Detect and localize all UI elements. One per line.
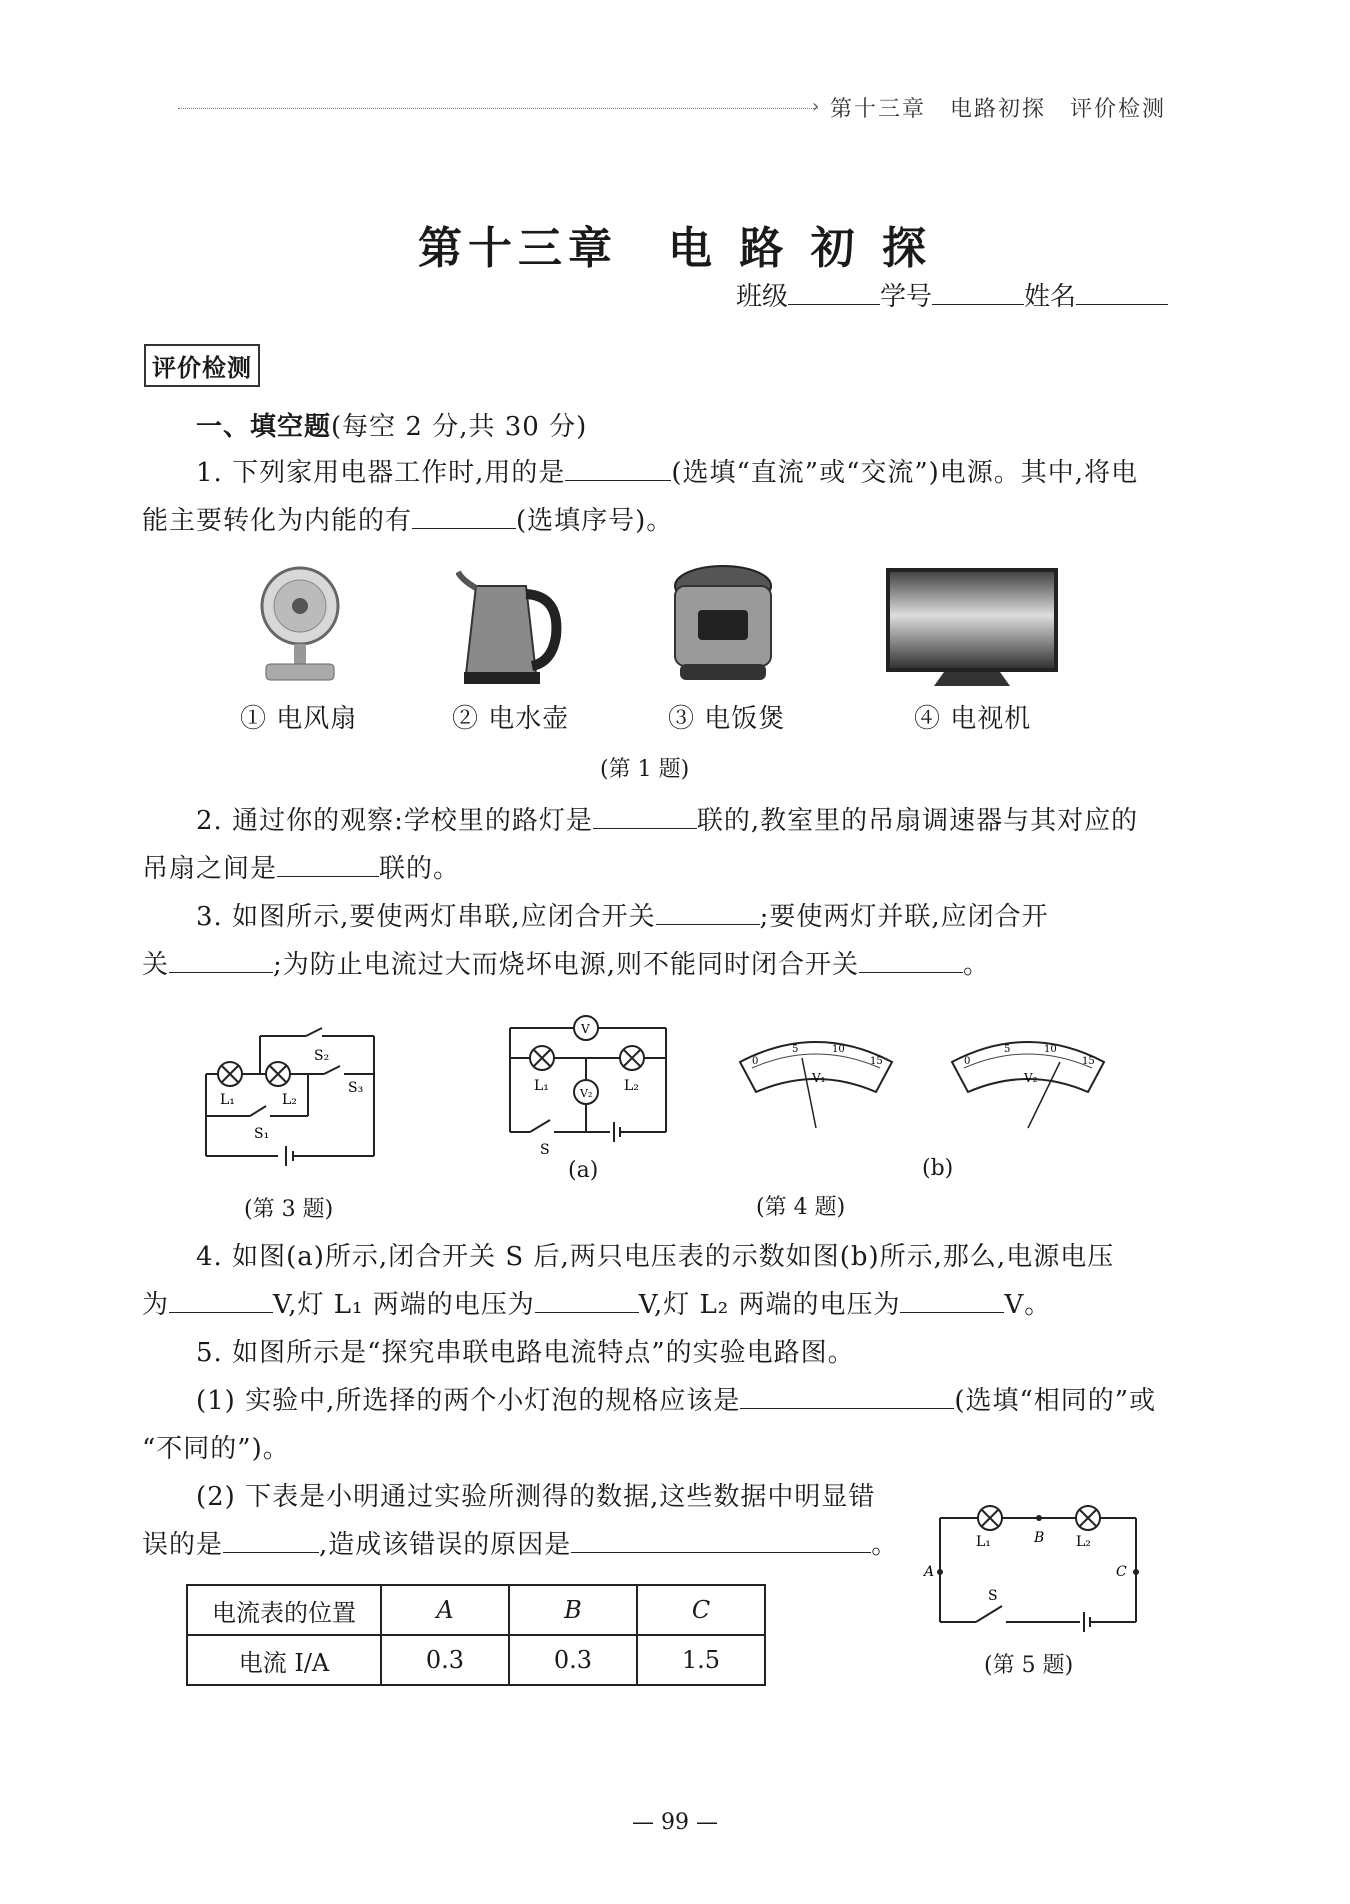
section-heading: [196, 410, 587, 444]
q3-text-e: 。: [963, 950, 991, 980]
fig3-label-l1: L₁: [220, 1092, 235, 1108]
q5-p2-text-c: ,造成该错误的原因是: [319, 1530, 572, 1560]
fig1-caption: (第 1 题): [600, 757, 690, 782]
q1-blank1: [565, 456, 671, 481]
fig5-label-s: S: [988, 1588, 998, 1604]
fig5-label-c: C: [1116, 1564, 1127, 1580]
q3-blank2: [169, 948, 273, 973]
fig3-caption: (第 3 题): [244, 1197, 334, 1222]
voltmeter-dial-1: [736, 1032, 896, 1132]
q5-blank2: [223, 1528, 319, 1553]
class-label: 班级: [736, 282, 789, 312]
fig5-label-l2: L₂: [1076, 1534, 1091, 1550]
fig4-caption: (第 4 题): [756, 1195, 846, 1220]
page-number: — 99 —: [632, 1810, 718, 1835]
meter2-tick-15: 15: [1082, 1056, 1095, 1067]
q1-text-b: (选填“直流”或“交流”)电源。其中,将电: [671, 458, 1139, 488]
q4-text-d: V,灯 L₂ 两端的电压为: [638, 1290, 901, 1320]
meter2-tick-0: 0: [964, 1056, 971, 1067]
q1-line2: [142, 504, 673, 538]
q2-blank1: [593, 804, 697, 829]
tv-icon: [884, 566, 1060, 690]
header-arrow-icon: ›: [812, 96, 820, 117]
fig3-circuit-diagram: [196, 1026, 392, 1176]
table-row: [187, 1635, 765, 1685]
fig3-label-s3: S₃: [348, 1080, 364, 1096]
kettle-icon: [456, 566, 566, 688]
section-badge: 评价检测: [144, 344, 260, 387]
current-data-table: [186, 1584, 766, 1686]
q3-line2: [142, 948, 990, 982]
q5-blank1: [740, 1384, 954, 1409]
table-header-cell: C: [637, 1585, 765, 1635]
name-blank: [1076, 280, 1168, 305]
fig5-caption: (第 5 题): [984, 1653, 1074, 1678]
fig4a-circuit-diagram: [500, 1008, 676, 1156]
fig4-label-v: V: [581, 1022, 590, 1036]
fig5-label-a: A: [924, 1564, 935, 1580]
name-label: 姓名: [1024, 282, 1077, 312]
q2-text-b: 联的,教室里的吊扇调速器与其对应的: [696, 806, 1139, 836]
table-header-row: [187, 1585, 765, 1635]
q5-p2-line1: (2) 下表是小明通过实验所测得的数据,这些数据中明显错: [196, 1482, 876, 1512]
section-points: (每空 2 分,共 30 分): [331, 412, 588, 442]
table-cell: 电流 I/A: [187, 1635, 381, 1685]
q1-text-c: 能主要转化为内能的有: [142, 506, 413, 536]
voltmeter-dial-2: [948, 1032, 1108, 1132]
q2-text-d: 联的。: [379, 854, 461, 884]
appliance-label-3: ③ 电饭煲: [668, 704, 786, 734]
q5-p2-text-d: 。: [871, 1530, 899, 1560]
meter1-label: V₁: [812, 1071, 826, 1085]
table-header-cell: 电流表的位置: [187, 1585, 381, 1635]
fig3-label-s2: S₂: [314, 1048, 330, 1064]
chapter-title: 第十三章 电 路 初 探: [418, 223, 932, 274]
fig4-label-s: S: [540, 1142, 550, 1156]
q5-intro: 5. 如图所示是“探究串联电路电流特点”的实验电路图。: [196, 1338, 855, 1368]
table-header-cell: A: [381, 1585, 509, 1635]
appliance-label-2: ② 电水壶: [452, 704, 570, 734]
fig5-circuit-diagram: [920, 1494, 1142, 1634]
appliance-label-1: ① 电风扇: [240, 704, 358, 734]
q4-text-a: 4. 如图(a)所示,闭合开关 S 后,两只电压表的示数如图(b)所示,那么,电源电压: [196, 1242, 1115, 1272]
q5-p2-line2: [142, 1528, 898, 1562]
q2-text-c: 吊扇之间是: [142, 854, 278, 884]
meter2-label: V₂: [1024, 1071, 1038, 1085]
q3-blank1: [656, 900, 760, 925]
table-header-cell: B: [509, 1585, 637, 1635]
running-header: 第十三章 电路初探 评价检测: [830, 97, 1167, 122]
q1-blank2: [412, 504, 516, 529]
q4-text-c: V,灯 L₁ 两端的电压为: [273, 1290, 535, 1320]
fig4-label-v2: V₂: [580, 1087, 593, 1100]
q5-p1-text-a: (1) 实验中,所选择的两个小灯泡的规格应该是: [196, 1386, 741, 1416]
appliance-label-4: ④ 电视机: [914, 704, 1032, 734]
q5-blank3: [571, 1528, 871, 1553]
section-title: 一、填空题: [196, 412, 332, 442]
table-cell: 0.3: [509, 1635, 637, 1685]
q3-line1: [196, 900, 1049, 934]
q3-text-b: ;要使两灯并联,应闭合开: [759, 902, 1049, 932]
q5-p2-text-b: 误的是: [142, 1530, 224, 1560]
q4-blank2: [535, 1288, 639, 1313]
q3-text-d: ;为防止电流过大而烧坏电源,则不能同时闭合开关: [273, 950, 860, 980]
q2-text-a: 2. 通过你的观察:学校里的路灯是: [196, 806, 593, 836]
table-cell: 0.3: [381, 1635, 509, 1685]
fig3-label-s1: S₁: [254, 1126, 270, 1142]
q3-text-a: 3. 如图所示,要使两灯串联,应闭合开关: [196, 902, 656, 932]
fig5-label-b: B: [1034, 1530, 1045, 1546]
q4-text-e: V。: [1004, 1290, 1052, 1320]
meter1-tick-10: 10: [832, 1044, 845, 1055]
student-info-line: [736, 276, 1168, 313]
q4-blank1: [169, 1288, 273, 1313]
meter2-tick-10: 10: [1044, 1044, 1057, 1055]
q3-text-c: 关: [142, 950, 170, 980]
fan-icon: [250, 560, 350, 686]
q5-p1-line2: “不同的”)。: [142, 1434, 290, 1464]
q1-text-a: 1. 下列家用电器工作时,用的是: [196, 458, 566, 488]
q1-line1: [196, 456, 1138, 490]
q4-blank3: [900, 1288, 1004, 1313]
fig4-sub-b: (b): [922, 1156, 954, 1181]
q5-p1-line1: [196, 1384, 1156, 1418]
fig5-label-l1: L₁: [976, 1534, 991, 1550]
number-label: 学号: [880, 282, 933, 312]
q2-line1: [196, 804, 1138, 838]
fig4-sub-a: (a): [568, 1158, 599, 1183]
q5-p1-text-b: (选填“相同的”或: [954, 1386, 1157, 1416]
meter1-tick-5: 5: [792, 1044, 799, 1055]
fig3-label-l2: L₂: [282, 1092, 297, 1108]
class-blank: [788, 280, 880, 305]
table-cell: 1.5: [637, 1635, 765, 1685]
header-dotted-rule: [178, 108, 818, 109]
q4-line2: [142, 1288, 1051, 1322]
meter2-tick-5: 5: [1004, 1044, 1011, 1055]
meter1-tick-15: 15: [870, 1056, 883, 1067]
q4-text-b: 为: [142, 1290, 170, 1320]
q2-blank2: [277, 852, 379, 877]
q3-blank3: [859, 948, 963, 973]
number-blank: [932, 280, 1024, 305]
meter1-tick-0: 0: [752, 1056, 759, 1067]
rice-cooker-icon: [668, 562, 778, 686]
q1-text-d: (选填序号)。: [516, 506, 674, 536]
fig4-label-l1: L₁: [534, 1078, 549, 1094]
q2-line2: [142, 852, 460, 886]
q4-line1: [196, 1240, 1114, 1274]
fig4-label-l2: L₂: [624, 1078, 639, 1094]
